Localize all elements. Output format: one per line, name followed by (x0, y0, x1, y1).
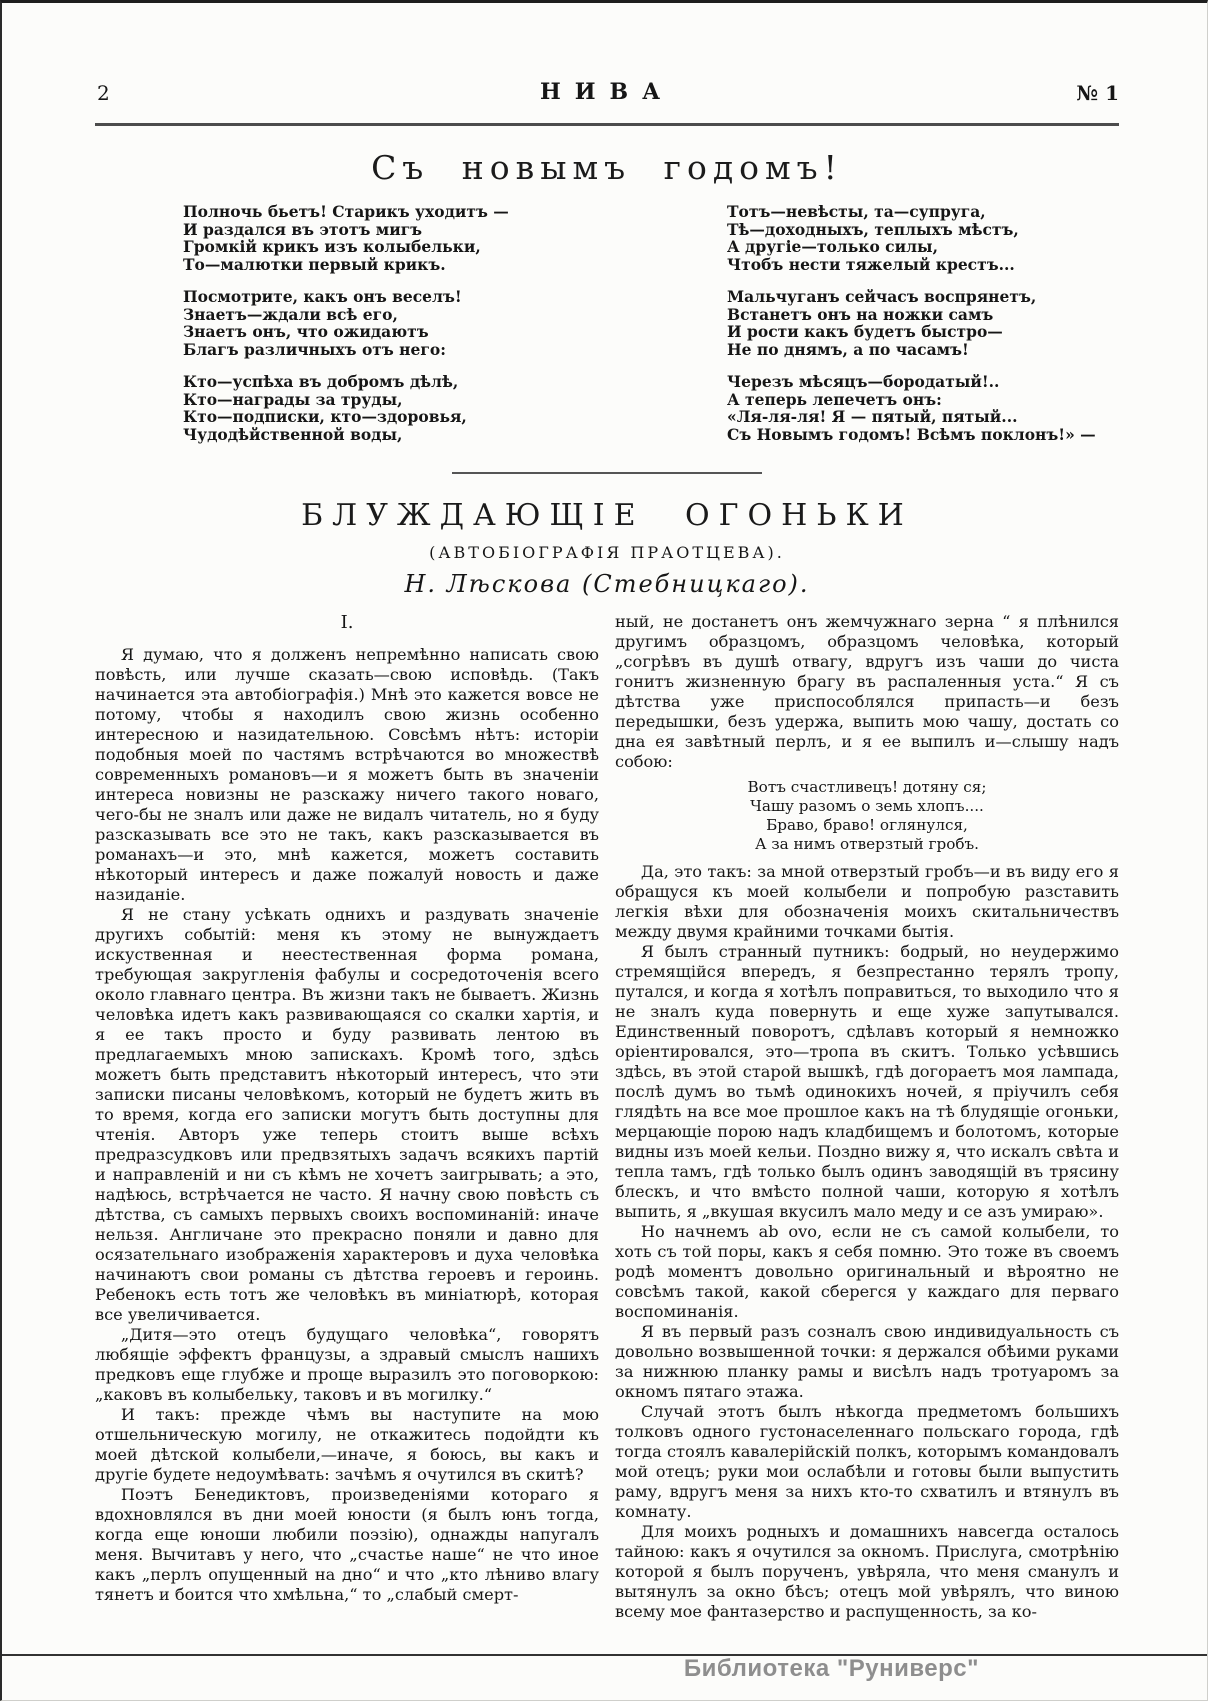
poem (95, 203, 1119, 458)
poem-line: Громкій крикъ изъ колыбельки, (183, 237, 481, 256)
journal-title: НИВА (539, 79, 675, 105)
poem-column-right (607, 203, 1119, 458)
poem-line: Тѣ—доходныхъ, теплыхъ мѣстъ, (727, 219, 1019, 239)
page-number: 2 (97, 81, 110, 105)
story-paragraph: ный, не достанетъ онъ жемчужнаго зерна “ я плѣнился другимъ образцомъ, образцомъ человѣка, который „согрѣвъ въ душѣ отвагу, вдругъ изъ чаши до чиста гонитъ жизненную брагу въ распаленныя уста.“ Я съ дѣтства уже приспособлялся припасть—и безъ передышки, безъ удержа, выпить мою чашу, достать со дна ея завѣтный перлъ, и я ее выпилъ и—слышу надъ собою: (615, 612, 1119, 771)
poem-stanza (727, 203, 1119, 273)
story-paragraph: Да, это такъ: за мной отверзтый гробъ—и въ виду его я обращуся къ моей колыбели и попробую разставить легкія вѣхи для обозначенія моихъ скитальничествъ между двумя крайними точками бытія. (615, 862, 1119, 941)
poem-line: Благъ различныхъ отъ него: (183, 339, 446, 359)
poem-line: Знаетъ—ждали всѣ его, (183, 304, 398, 324)
poem-line: Мальчуганъ сейчасъ воспрянетъ, (727, 287, 1037, 306)
poem-line: А другіе—только силы, (727, 237, 938, 256)
poem-line: Посмотрите, какъ онъ веселъ! (183, 287, 462, 306)
story-paragraph: Но начнемъ ab ovo, если не съ самой колыбели, то хоть съ той поры, какъ я себя помню. Это тоже въ своемъ родѣ моментъ довольно оригинальный и вѣроятно не совсѣмъ такой, какой сберегся у каждаго для перваго воспоминанія. (615, 1222, 1119, 1321)
verse-line: Чашу разомъ о земь хлопъ.... (750, 797, 984, 815)
poem-line: Не по днямъ, а по часамъ! (727, 339, 969, 359)
poem-line: Чудодѣйственной воды, (183, 424, 403, 444)
story-body (95, 612, 1119, 1622)
page-content (95, 3, 1119, 1622)
page-header (95, 77, 1119, 123)
verse-line: Браво, браво! оглянулся, (766, 816, 968, 834)
story-paragraph: Случай этотъ былъ нѣкогда предметомъ большихъ толковъ одного густонаселеннаго польскаго города, гдѣ тогда стоялъ кавалерійскій полкъ, которымъ командовалъ мой отецъ; руки мои ослабѣли и готовы были выпустить раму, вдругъ меня за нихъ кто-то схватилъ и втянулъ въ комнату. (615, 1402, 1119, 1521)
poem-stanza (183, 373, 607, 443)
poem-stanza (183, 203, 607, 273)
story-column-right (615, 612, 1119, 1622)
section-divider (452, 472, 762, 474)
story-byline: Н. Лѣскова (Стебницкаго). (404, 570, 810, 598)
poem-line: Встанетъ онъ на ножки самъ (727, 304, 994, 324)
poem-line: «Ля-ля-ля! Я — пятый, пятый... (727, 407, 1018, 426)
story-paragraph: Я былъ странный путникъ: бодрый, но неудержимо стремящійся впередъ, я безпрестанно терялъ тропу, путался, и когда я хотѣлъ поправиться, то выходило что я не зналъ куда повернуть и еще хуже запутывался. Единственный поворотъ, сдѣлавъ который я немножко оріентировался, это—тропа въ скитъ. Только усѣвшись здѣсь, въ этой старой вышкѣ, гдѣ догораетъ моя лампада, послѣ думъ во тьмѣ одинокихъ ночей, я пріучилъ себя глядѣть на все мое прошлое какъ на тѣ блудящіе огоньки, мерцающіе порою надъ кладбищемъ и болотомъ, которые видны изъ моей кельи. Поздно вижу я, что искалъ свѣта и тепла тамъ, гдѣ только былъ одинъ заводящій въ трясину блескъ, и что вмѣсто полной чаши, которую я хотѣлъ выпить, я „вкушая вкусилъ мало меду и се азъ умираю». (615, 942, 1119, 1221)
header-rule (95, 123, 1119, 126)
story-paragraph: Я думаю, что я долженъ непремѣнно написать свою повѣсть, или лучше сказать—свою исповѣдь. (Такъ начинается эта автобіографія.) Мнѣ это кажется вовсе не потому, чтобы я находилъ свою жизнь особенно интересною и назидательною. Совсѣмъ нѣтъ: исторіи подобныя моей по частямъ встрѣчаются во множествѣ современныхъ романовъ—и я можетъ быть въ значеніи интереса новизны не разскажу ничего такого новаго, чего-бы не зналъ или даже не видалъ читатель, но я буду разсказывать все это не такъ, какъ разсказывается въ романахъ—и это, мнѣ кажется, можетъ составить нѣкоторый интересъ и даже пожалуй новость и даже назиданіе. (95, 645, 599, 904)
story-paragraph: Для моихъ родныхъ и домашнихъ навсегда осталось тайною: какъ я очутился за окномъ. Прислуга, смотрѣнію которой я былъ порученъ, увѣряла, что меня сманулъ и вытянулъ за окно бѣсъ; отецъ мой увѣрялъ, что виною всему мое фантазерство и распущенность, за ко- (615, 1522, 1119, 1621)
bottom-rule (2, 1654, 1207, 1656)
story-title: БЛУЖДАЮЩІЕ ОГОНЬКИ (301, 498, 913, 533)
verse-line: А за нимъ отверзтый гробъ. (754, 835, 980, 853)
library-watermark: Библиотека "Руниверс" (683, 1655, 979, 1682)
poem-line: То—малютки первый крикъ. (183, 254, 446, 274)
story-paragraph: Я не стану усѣкать однихъ и раздувать значеніе другихъ событій: меня къ этому не вынуждаетъ искуственная и неестественная форма романа, требующая закругленія фабулы и сосредоточенія всего около главнаго центра. Въ жизни такъ не бываетъ. Жизнь человѣка идетъ какъ развивающаяся со скалки хартія, и я ее такъ просто и буду развивать лентою въ предлагаемыхъ мною запискахъ. Кромѣ того, здѣсь можетъ быть представитъ нѣкоторый интересъ, что эти записки писаны человѣкомъ, который не будетъ жить въ то время, когда его записки могутъ быть доступны для чтенія. Авторъ уже теперь стоитъ выше всѣхъ предразсудковъ или предвзятыхъ задачъ всякихъ партій и направленій и ни съ кѣмъ не хочетъ заигрывать; а это, надѣюсь, встрѣчается не часто. Я начну свою повѣсть съ дѣтства, съ самыхъ первыхъ своихъ воспоминаній: иначе нельзя. Англичане это прекрасно поняли и давно для осязательнаго изображенія характеровъ и духа человѣка начинаютъ свои романы съ дѣтства героевъ и героинь. Ребенокъ есть тотъ же человѣкъ въ миніатюрѣ, которая все увеличивается. (95, 905, 599, 1324)
poem-line: Знаетъ онъ, что ожидаютъ (183, 322, 429, 341)
poem-stanza (727, 373, 1119, 443)
poem-line: Съ Новымъ годомъ! Всѣмъ поклонъ!» — (727, 424, 1096, 444)
poem-line: И раздался въ этотъ мигъ (183, 219, 423, 239)
story-paragraph: Поэтъ Бенедиктовъ, произведеніями котораго я вдохновлялся въ дни моей юности (я былъ юнъ тогда, когда еще юноши любили поэзію), однажды напугалъ меня. Вычитавъ у него, что „счастье наше“ не что иное какъ „перлъ опущенный на дно“ и что „кто лѣниво влагу тянетъ и боится что хмѣльна,“ то „слабый смерт- (95, 1485, 599, 1604)
poem-line: Тотъ—невѣсты, та—супруга, (727, 202, 986, 221)
story-subtitle: (АВТОБІОГРАФІЯ ПРАОТЦЕВА). (429, 543, 785, 562)
poem-line: Кто—подписки, кто—здоровья, (183, 407, 467, 426)
verse-quote (615, 778, 1119, 854)
poem-column-left (95, 203, 607, 458)
poem-title: Съ новымъ годомъ! (371, 148, 843, 187)
poem-line: Черезъ мѣсяцъ—бородатый!.. (727, 372, 1000, 391)
chapter-heading: I. (340, 612, 354, 633)
poem-line: Чтобъ нести тяжелый крестъ... (727, 254, 1015, 274)
poem-line: Кто—успѣха въ добромъ дѣлѣ, (183, 372, 459, 391)
story-paragraph: Я въ первый разъ созналъ свою индивидуальность съ довольно возвышенной точки: я держался обѣими руками за нижнюю планку рамы и висѣлъ надъ тротуаромъ за окномъ пятаго этажа. (615, 1322, 1119, 1401)
poem-line: Полночь бьетъ! Старикъ уходитъ — (183, 202, 509, 221)
story-paragraph: И такъ: прежде чѣмъ вы наступите на мою отшельническую могилу, не откажитесь подойдти къ моей дѣтской колыбели,—иначе, я боюсь, вы какъ и другіе будете недоумѣвать: зачѣмъ я очутился въ скитѣ? (95, 1405, 599, 1484)
story-column-left (95, 612, 599, 1622)
poem-stanza (727, 288, 1119, 358)
poem-line: Кто—награды за труды, (183, 389, 403, 409)
verse-line: Вотъ счастливецъ! дотяну ся; (747, 778, 987, 796)
story-paragraph: „Дитя—это отецъ будущаго человѣка“, говорятъ любящіе эффектъ французы, а здравый смыслъ нашихъ предковъ еще глубже и проще выразилъ это поговоркою: „каковъ въ колыбельку, таковъ и въ могилку.“ (95, 1325, 599, 1404)
poem-line: А теперь лепечетъ онъ: (727, 389, 942, 409)
poem-stanza (183, 288, 607, 358)
issue-number: № 1 (1076, 81, 1119, 105)
poem-line: И рости какъ будетъ быстро— (727, 322, 1003, 341)
